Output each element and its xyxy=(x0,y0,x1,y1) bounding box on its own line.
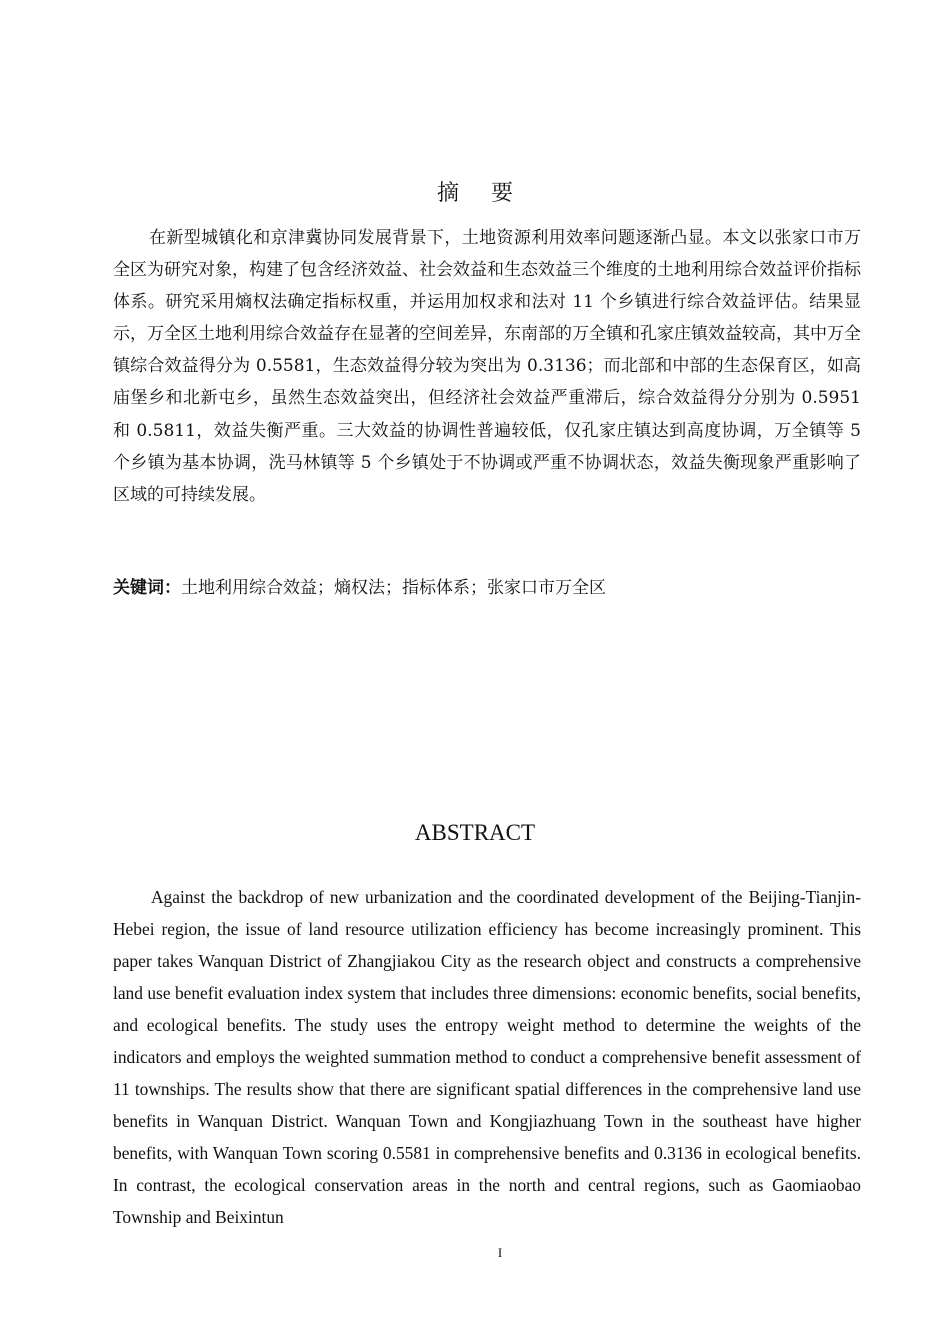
english-abstract-title: ABSTRACT xyxy=(414,820,536,845)
page-number: I xyxy=(497,1245,503,1260)
keywords-text: 土地利用综合效益；熵权法；指标体系；张家口市万全区 xyxy=(181,578,606,598)
english-abstract-body: Against the backdrop of new urbanization and the coordinated development of the Beijing-Tianjin-Hebei region, the issue of land resource utilization efficiency has become increasingly prominent. This paper takes Wanquan District of Zhangjiakou City as the research object and constructs a comprehensive land use benefit evaluation index system that includes three dimensions: economic benefits, social benefits, and ecological benefits. The study uses the entropy weight method to determine the weights of the indicators and employs the weighted summation method to conduct a comprehensive benefit assessment of 11 townships. The results show that there are significant spatial differences in the comprehensive land use benefits in Wanquan District. Wanquan Town and Kongjiazhuang Town in the southeast have higher benefits, with Wanquan Town scoring 0.5581 in comprehensive benefits and 0.3136 in ecological benefits. In contrast, the ecological conservation areas in the north and central regions, such as Gaomiaobao Township and Beixintun xyxy=(113,887,861,1227)
chinese-abstract-title: 摘要 xyxy=(436,181,545,206)
keywords-label: 关键词： xyxy=(113,578,181,598)
chinese-keywords xyxy=(113,572,861,604)
chinese-abstract-body: 在新型城镇化和京津冀协同发展背景下，土地资源利用效率问题逐渐凸显。本文以张家口市万全区为研究对象，构建了包含经济效益、社会效益和生态效益三个维度的土地利用综合效益评价指标体系。研究采用熵权法确定指标权重，并运用加权求和法对 11 个乡镇进行综合效益评估。结果显示，万全区土地利用综合效益存在显著的空间差异，东南部的万全镇和孔家庄镇效益较高，其中万全镇综合效益得分为 0.5581，生态效益得分较为突出为 0.3136；而北部和中部的生态保育区，如高庙堡乡和北新屯乡，虽然生态效益突出，但经济社会效益严重滞后，综合效益得分分别为 0.5951 和 0.5811，效益失衡严重。三大效益的协调性普遍较低，仅孔家庄镇达到高度协调，万全镇等 5 个乡镇为基本协调，洗马林镇等 5 个乡镇处于不协调或严重不协调状态，效益失衡现象严重影响了区域的可持续发展。 xyxy=(113,228,861,505)
